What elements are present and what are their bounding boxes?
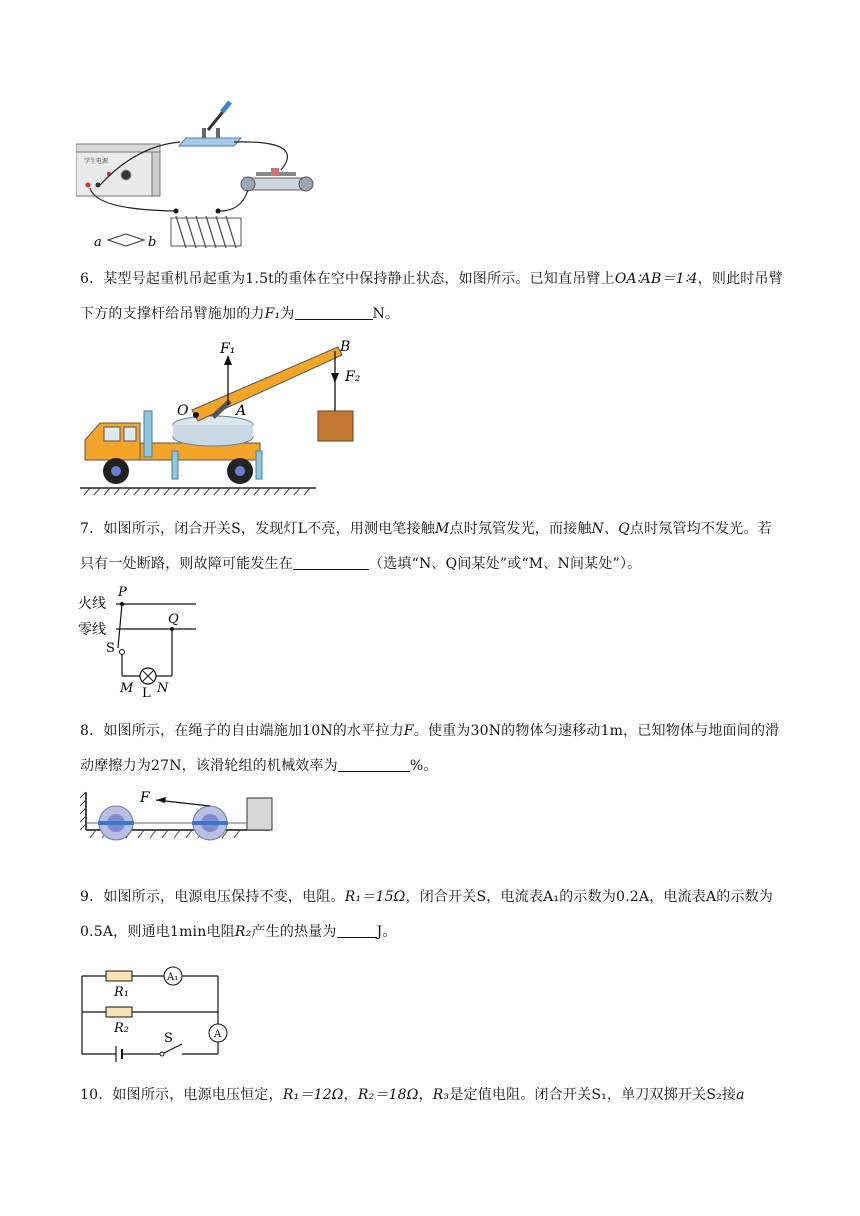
label-R1: R₁ xyxy=(114,985,129,1000)
q10-r3: R₃ xyxy=(432,1087,450,1103)
q9-answer-blank[interactable] xyxy=(337,923,377,938)
label-A1: A₁ xyxy=(167,972,179,983)
q6-text-1: 某型号起重机吊起重为1.5t的重体在空中保持静止状态，如图所示。已知直吊臂上 xyxy=(103,271,615,287)
label-b: b xyxy=(148,235,157,250)
question-10: 10．如图所示，电源电压恒定，R₁＝12Ω，R₂＝18Ω，R₃是定值电阻。闭合开关S₁，单刀双掷开关S₂接a xyxy=(80,1087,745,1103)
power-supply-label: 学生电源 xyxy=(84,158,109,165)
label-F1: F₁ xyxy=(220,341,236,357)
label-a: a xyxy=(94,235,102,250)
question-8 xyxy=(80,714,785,784)
knife-switch xyxy=(179,102,241,146)
label-Q: Q xyxy=(168,612,179,627)
q6-force: F₁ xyxy=(264,306,281,322)
q10-text-1: 如图所示，电源电压恒定， xyxy=(112,1087,283,1103)
q9-r1: R₁＝15Ω xyxy=(344,889,406,905)
live-wire-label: 火线 xyxy=(78,596,106,612)
q6-unit: N。 xyxy=(372,306,400,322)
q8-unit: %。 xyxy=(409,758,438,774)
q6-answer-blank[interactable] xyxy=(295,305,373,320)
question-9 xyxy=(80,880,785,950)
q10-text-2: 是定值电阻。闭合开关S₁，单刀双掷开关S₂接 xyxy=(449,1087,737,1103)
truck xyxy=(85,411,262,484)
block xyxy=(247,798,272,830)
q8-text-1: 如图所示，在绳子的自由端施加10N的水平拉力 xyxy=(103,723,404,739)
resistor-R2 xyxy=(106,1007,132,1017)
q8-text-2: 。使重为30N的物体匀速移动1m，已知物体与地面间的滑动摩擦力为27N，该滑轮组的机械效率为 xyxy=(80,723,780,774)
label-N: N xyxy=(157,681,169,696)
power-supply xyxy=(76,144,160,196)
q9-text-1: 如图所示，电源电压保持不变，电阻。 xyxy=(103,889,345,905)
q9-text-3: 产生的热量为 xyxy=(251,924,337,940)
q5-circuit-figure xyxy=(76,100,336,260)
crane-arm xyxy=(192,347,342,421)
q8-pulley-figure xyxy=(80,788,280,858)
q10-number: 10． xyxy=(80,1087,113,1103)
q7-text-2: 点时氖管发光，而接触 xyxy=(449,521,592,537)
q10-r2: R₂＝18Ω xyxy=(357,1087,419,1103)
label-O: O xyxy=(177,403,189,419)
q10-r1: R₁＝12Ω xyxy=(282,1087,344,1103)
neutral-wire-label: 零线 xyxy=(78,622,106,638)
label-A: A xyxy=(236,403,247,419)
q7-circuit-figure xyxy=(78,584,208,698)
q6-number: 6． xyxy=(80,271,104,287)
q6-text-2: ，则此时吊臂下方的支撑杆给吊臂施加的力 xyxy=(80,271,783,322)
label-L: L xyxy=(142,686,151,698)
q7-text-4: （选填“N、Q间某处”或“M、N间某处”）。 xyxy=(369,556,642,572)
label-S: S xyxy=(106,641,115,656)
q8-answer-blank[interactable] xyxy=(338,757,410,772)
q7-number: 7． xyxy=(80,521,104,537)
fixed-pulley xyxy=(98,806,134,840)
label-F: F xyxy=(140,790,150,806)
label-S: S xyxy=(164,1031,173,1046)
q7-nq: N、Q xyxy=(591,521,630,537)
q8-number: 8． xyxy=(80,723,104,739)
label-P: P xyxy=(118,585,127,600)
solenoid xyxy=(171,209,241,249)
q9-circuit-figure xyxy=(78,962,238,1062)
q10-a: a xyxy=(736,1087,745,1103)
question-7 xyxy=(80,512,785,582)
label-F2: F₂ xyxy=(345,369,361,385)
question-6 xyxy=(80,262,785,332)
q8-force: F xyxy=(403,723,414,739)
movable-pulley xyxy=(192,806,228,840)
q7-text-1: 如图所示，闭合开关S，发现灯L不亮，用测电笔接触 xyxy=(103,521,435,537)
load-block xyxy=(318,411,353,441)
q9-text-2: ，闭合开关S，电流表A₁的示数为0.2A，电流表A的示数为0.5A，则通电1min电阻 xyxy=(80,889,774,940)
q7-answer-blank[interactable] xyxy=(293,555,369,570)
label-R2: R₂ xyxy=(114,1021,129,1036)
label-M: M xyxy=(120,681,134,696)
resistor-R1 xyxy=(106,971,132,981)
rheostat xyxy=(241,168,313,191)
q6-text-3: 为 xyxy=(280,306,295,322)
q6-ratio: OA∶AB＝1∶4 xyxy=(614,271,698,287)
q9-number: 9． xyxy=(80,889,104,905)
q6-crane-figure xyxy=(80,335,370,500)
q9-r2: R₂ xyxy=(234,924,252,940)
q7-text-3: 点时氖管均不发光。若只有一处断路，则故障可能发生在 xyxy=(80,521,772,572)
q7-m: M xyxy=(435,521,450,537)
label-B: B xyxy=(340,339,351,355)
label-A: A xyxy=(214,1029,222,1040)
q9-unit: J。 xyxy=(376,924,397,940)
